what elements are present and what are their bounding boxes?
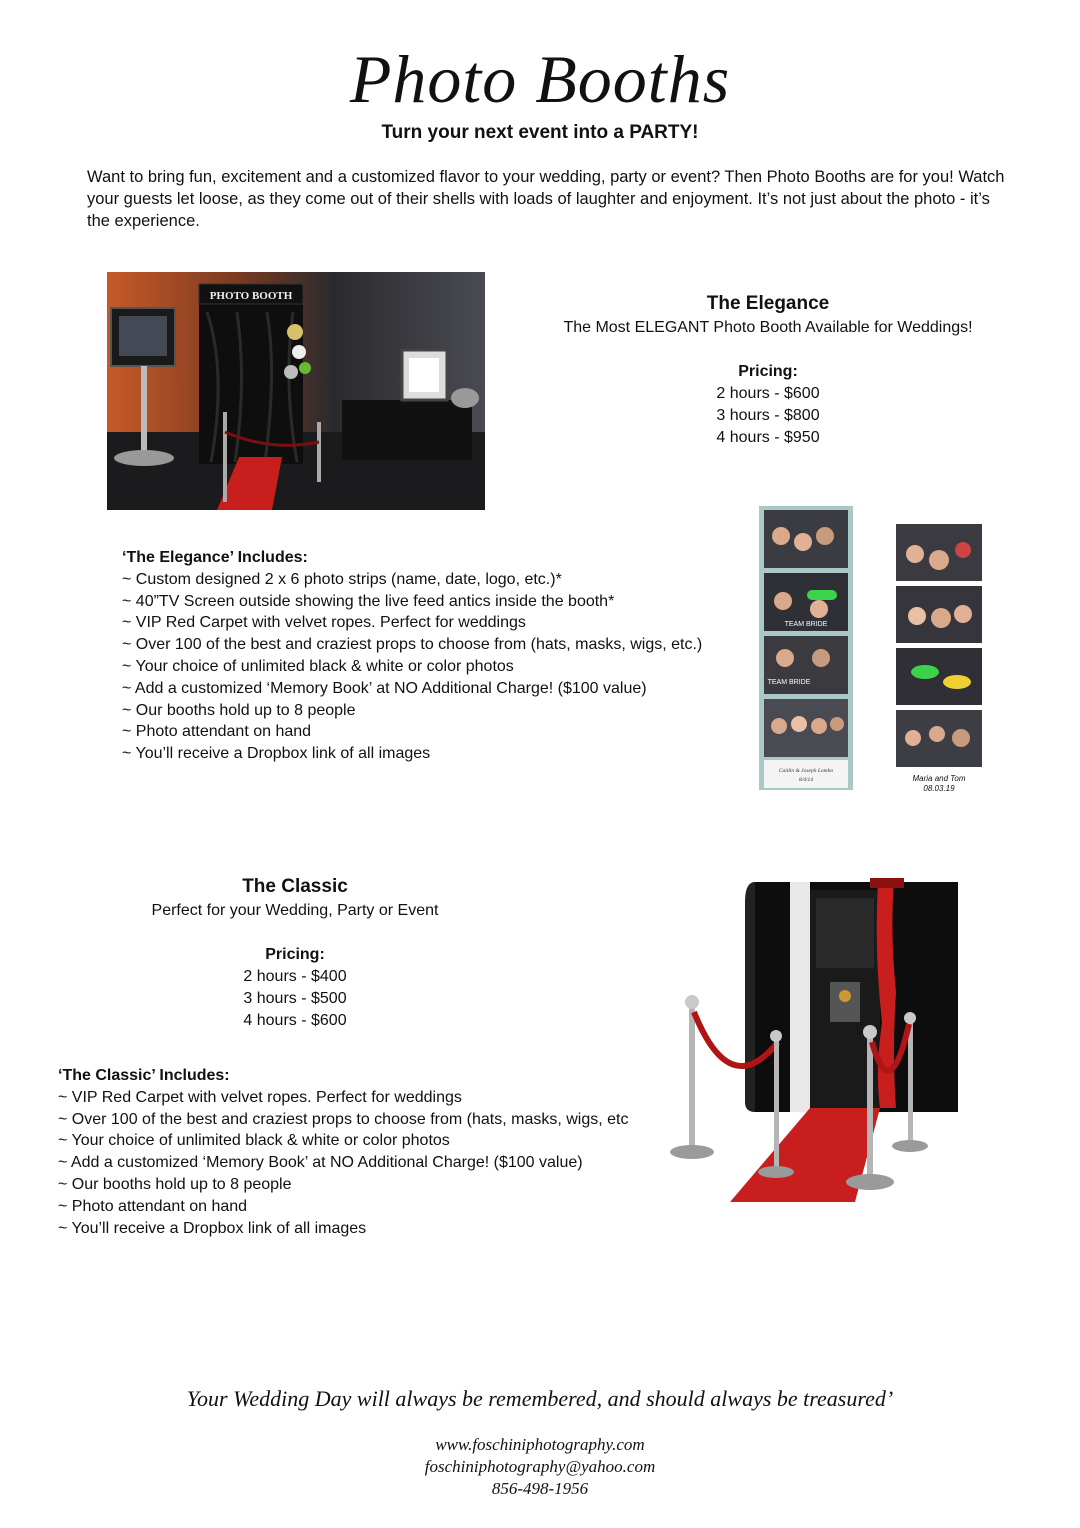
list-item: ~ VIP Red Carpet with velvet ropes. Perfect for weddings [58,1088,462,1106]
page-subtitle: Turn your next event into a PARTY! [381,122,699,143]
list-item: ~ Your choice of unlimited black & white or color photos [58,1132,450,1150]
booth-sign-text: PHOTO BOOTH [209,290,293,302]
list-item: ~ Custom designed 2 x 6 photo strips (name, date, logo, etc.)* [122,570,562,588]
list-item: ~ Our booths hold up to 8 people [58,1175,292,1193]
phone-number: 856-498-1956 [491,1479,589,1498]
elegance-booth-illustration [107,272,485,510]
classic-details [110,874,480,1032]
classic-pricing-label: Pricing: [265,946,325,963]
classic-includes-list [58,1065,658,1239]
elegance-booth-photo [107,272,485,510]
page-title: Photo Booths [349,41,731,117]
list-item: ~ Our booths hold up to 8 people [122,701,356,719]
list-item: ~ Add a customized ‘Memory Book’ at NO Additional Charge! ($100 value) [122,679,647,697]
email-link[interactable]: foschiniphotography@yahoo.com [424,1457,656,1476]
list-item: ~ 40”TV Screen outside showing the live feed antics inside the booth* [122,592,615,610]
strip-1-caption-names: Caitlin & Joseph Lombo [778,768,834,774]
footer-quote: Your Wedding Day will always be remembered, and should always be treasured’ [186,1386,894,1411]
classic-includes-title: ‘The Classic’ Includes: [58,1067,230,1084]
strip-1-sign-a: TEAM BRIDE [784,621,828,628]
classic-price-4h: 4 hours - $600 [243,1012,347,1029]
classic-price-2h: 2 hours - $400 [243,968,347,985]
photo-strip-sample-2 [895,524,983,770]
intro-paragraph [87,166,1017,232]
list-item: ~ Photo attendant on hand [122,723,312,741]
list-item: ~ Over 100 of the best and craziest props to choose from (hats, masks, wigs, etc.) [122,636,703,654]
photo-strip-2-caption [895,774,983,794]
elegance-title: The Elegance [706,293,830,314]
list-item: ~ Photo attendant on hand [58,1197,248,1215]
elegance-includes-title: ‘The Elegance’ Includes: [122,549,308,566]
photo-strip-1-illustration [759,506,853,790]
strip-2-caption-date: 08.03.19 [923,784,955,793]
list-item: ~ You’ll receive a Dropbox link of all images [122,745,431,763]
list-item: ~ Your choice of unlimited black & white or color photos [122,657,514,675]
classic-price-3h: 3 hours - $500 [243,990,347,1007]
elegance-includes-list [122,547,742,765]
elegance-price-3h: 3 hours - $800 [716,407,820,424]
elegance-tagline: The Most ELEGANT Photo Booth Available for Weddings! [563,319,973,336]
classic-tagline: Perfect for your Wedding, Party or Event [151,902,439,919]
photo-strip-2-illustration [895,524,983,770]
strip-1-sign-b: TEAM BRIDE [767,679,811,686]
elegance-pricing-label: Pricing: [738,363,798,380]
contact-info [0,1434,1080,1500]
classic-title: The Classic [242,876,348,897]
classic-booth-illustration [660,872,960,1202]
list-item: ~ VIP Red Carpet with velvet ropes. Perfect for weddings [122,614,526,632]
classic-booth-photo [660,872,960,1202]
list-item: ~ Add a customized ‘Memory Book’ at NO Additional Charge! ($100 value) [58,1154,583,1172]
strip-1-caption-date: 8/4/14 [798,777,814,783]
strip-2-caption-names: Maria and Tom [912,774,966,783]
list-item: ~ Over 100 of the best and craziest props to choose from (hats, masks, wigs, etc [58,1110,629,1128]
photo-strip-sample-1 [759,506,853,790]
elegance-price-4h: 4 hours - $950 [716,429,820,446]
list-item: ~ You’ll receive a Dropbox link of all images [58,1219,367,1237]
intro-text: Want to bring fun, excitement and a customized flavor to your wedding, party or event? Then Photo Booths are for you! Watch your guests let loose, as they come out of their shells with loads of laughter and enjoyment. It’s not just about the photo - it’s the experience. [87,168,1005,230]
elegance-price-2h: 2 hours - $600 [716,385,820,402]
website-link[interactable]: www.foschiniphotography.com [435,1435,645,1454]
elegance-details [548,291,988,449]
